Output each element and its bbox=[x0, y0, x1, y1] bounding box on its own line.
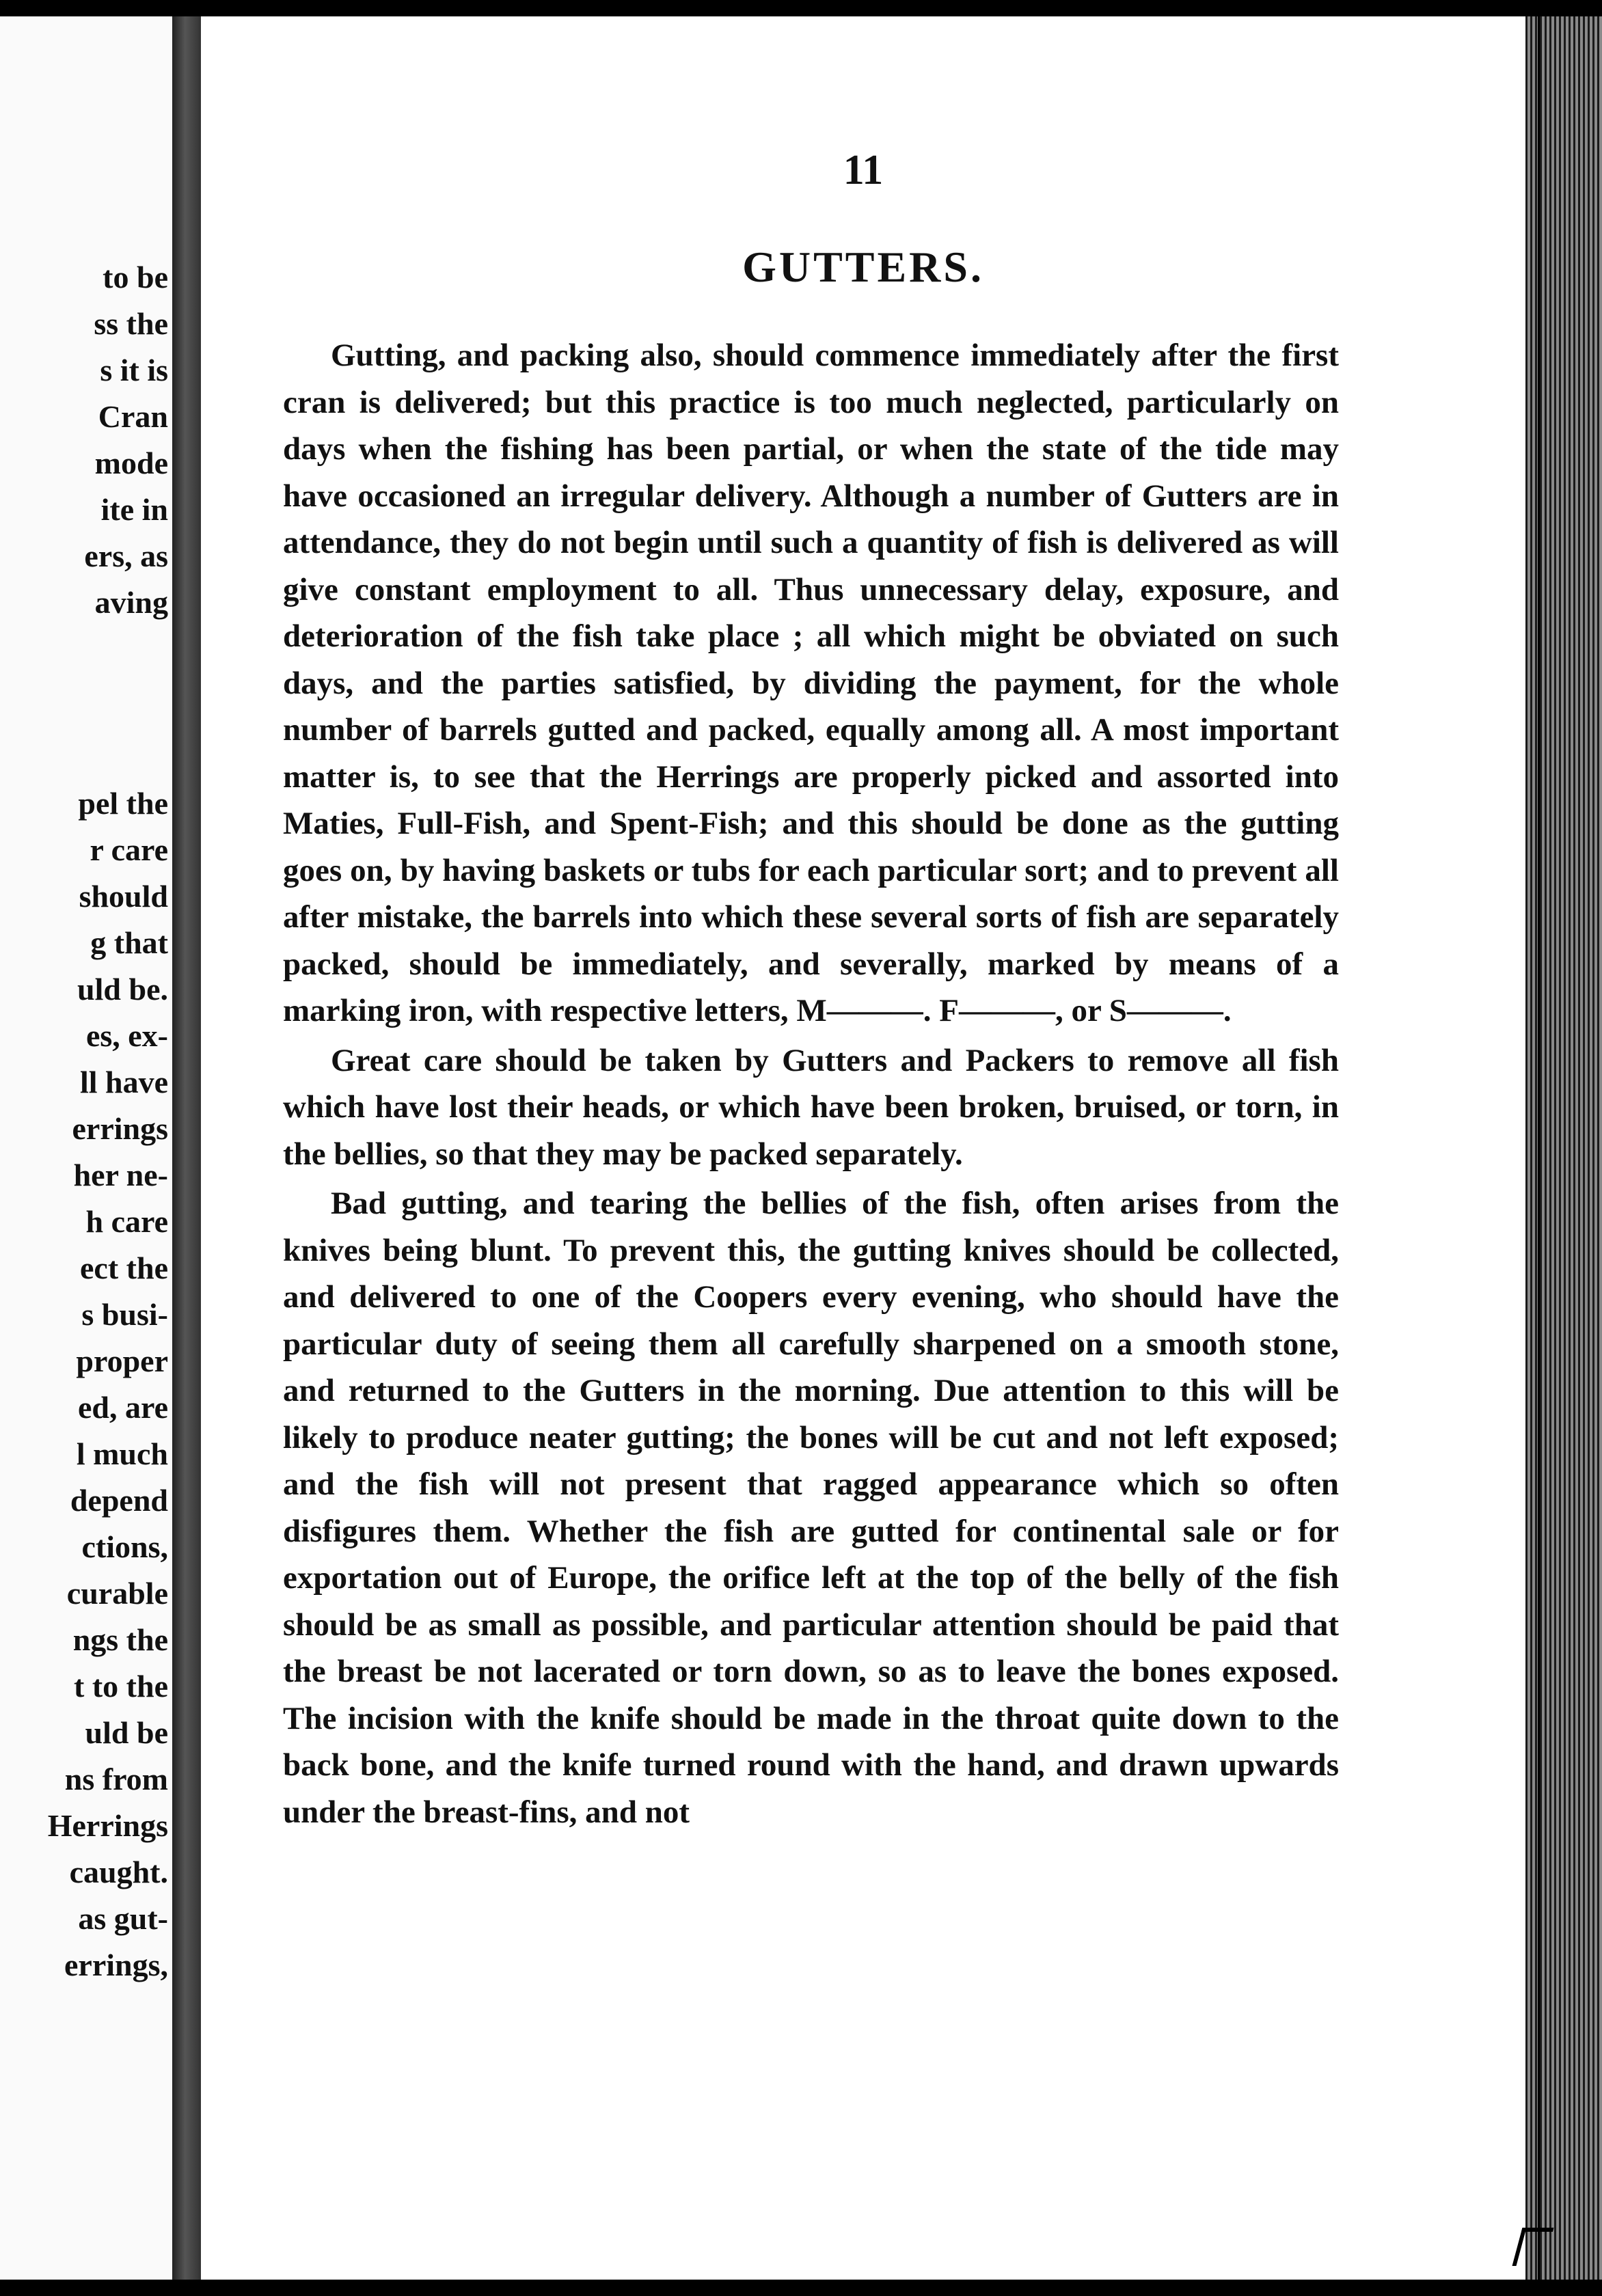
left-page-fragment: ns from bbox=[64, 1762, 168, 1796]
body-text bbox=[283, 332, 1339, 1838]
left-page-fragment: errings bbox=[72, 1111, 168, 1146]
left-page-fragment: t to the bbox=[74, 1669, 168, 1704]
scan-bottom-border bbox=[0, 2280, 1602, 2296]
page-stack-edge bbox=[1525, 16, 1602, 2280]
book-gutter-shadow bbox=[172, 16, 201, 2280]
left-page-fragment: s it is bbox=[100, 353, 168, 387]
section-title: GUTTERS. bbox=[742, 243, 984, 291]
left-page-fragment: r care bbox=[90, 832, 168, 867]
left-page-fragment: caught. bbox=[69, 1855, 168, 1889]
left-page-fragment: es, ex- bbox=[85, 1018, 168, 1053]
left-page-fragment: depend bbox=[70, 1483, 168, 1518]
left-page-fragment: Herrings bbox=[47, 1808, 168, 1843]
left-page-fragment: g that bbox=[90, 925, 168, 960]
left-page-fragment: errings, bbox=[64, 1948, 168, 1982]
page-edge-line bbox=[1538, 16, 1540, 2280]
left-page-fragment: uld be. bbox=[77, 972, 168, 1007]
left-page-fragment: should bbox=[79, 879, 168, 914]
left-page-fragment: h care bbox=[85, 1204, 168, 1239]
left-page-fragment: ctions, bbox=[81, 1529, 168, 1564]
left-page-fragment: ngs the bbox=[72, 1622, 168, 1657]
facing-page-left bbox=[0, 16, 172, 2280]
left-page-fragment: uld be bbox=[85, 1715, 168, 1750]
left-page-fragment: Cran bbox=[98, 399, 168, 434]
page-number: 11 bbox=[843, 147, 884, 193]
left-page-fragment: pel the bbox=[78, 786, 168, 821]
scan-top-border bbox=[0, 0, 1602, 16]
document-page bbox=[201, 16, 1525, 2280]
left-page-fragment: to be bbox=[103, 260, 168, 295]
left-page-fragment: her ne- bbox=[73, 1158, 168, 1192]
left-page-fragment: ers, as bbox=[84, 538, 168, 573]
left-page-fragment: aving bbox=[94, 585, 168, 620]
paragraph: Bad gutting, and tearing the bellies of the fish, often arises from the knives being blunt. To prevent this, the gutting knives should be collected, and delivered to one of the Coopers every evening, who should have the particular duty of seeing them all carefully sharpened on a smooth stone, and returned to the Gutters in the morning. Due attention to this will be likely to produce neater gutting; the bones will be cut and not left exposed; and the fish will not present that ragged appearance which so often disfigures them. Whether the fish are gutted for continental sale or for exportation out of Europe, the orifice left at the top of the belly of the fish should be as small as possible, and particular attention should be paid that the breast be not lacerated or torn down, so as to leave the bones exposed. The incision with the knife should be made in the throat quite down to the back bone, and the knife turned round with the hand, and drawn upwards under the breast-fins, and not bbox=[283, 1186, 1339, 1830]
left-page-fragment: curable bbox=[66, 1576, 168, 1611]
left-page-fragment: s busi- bbox=[81, 1297, 168, 1332]
left-page-fragment: ed, are bbox=[77, 1390, 168, 1425]
paragraph: Gutting, and packing also, should commence immediately after the first cran is delivered; but this practice is too much neglected, particularly on days when the fishing has been partial, or when the state of the tide may have occasioned an irregular delivery. Although a number of Gutters are in attendance, they do not begin until such a quantity of fish is delivered as will give constant employment to all. Thus unnecessary delay, exposure, and deterioration of the fish take place ; all which might be obviated on such days, and the parties satisfied, by dividing the payment, for the whole number of barrels gutted and packed, equally among all. A most important matter is, to see that the Herrings are properly picked and assorted into Maties, Full-Fish, and Spent-Fish; and this should be done as the gutting goes on, by having baskets or tubs for each particular sort; and to prevent all after mistake, the barrels into which these several sorts of fish are separately packed, should be immediately, and severally, marked by means of a marking iron, with respective letters, M———. F———, or S———. bbox=[283, 338, 1339, 1028]
paragraph: Great care should be taken by Gutters and Packers to remove all fish which have lost their heads, or which have been broken, bruised, or torn, in the bellies, so that they may be packed separately. bbox=[283, 1042, 1339, 1172]
left-page-fragment: l much bbox=[76, 1436, 168, 1471]
left-page-fragment: mode bbox=[94, 446, 168, 480]
left-page-fragment: ll have bbox=[79, 1065, 168, 1099]
left-page-fragment: ite in bbox=[100, 492, 168, 527]
left-page-fragment: ect the bbox=[80, 1250, 168, 1285]
left-page-fragment: proper bbox=[76, 1343, 168, 1378]
left-page-fragment: as gut- bbox=[78, 1901, 168, 1936]
left-page-fragment: ss the bbox=[94, 306, 168, 341]
